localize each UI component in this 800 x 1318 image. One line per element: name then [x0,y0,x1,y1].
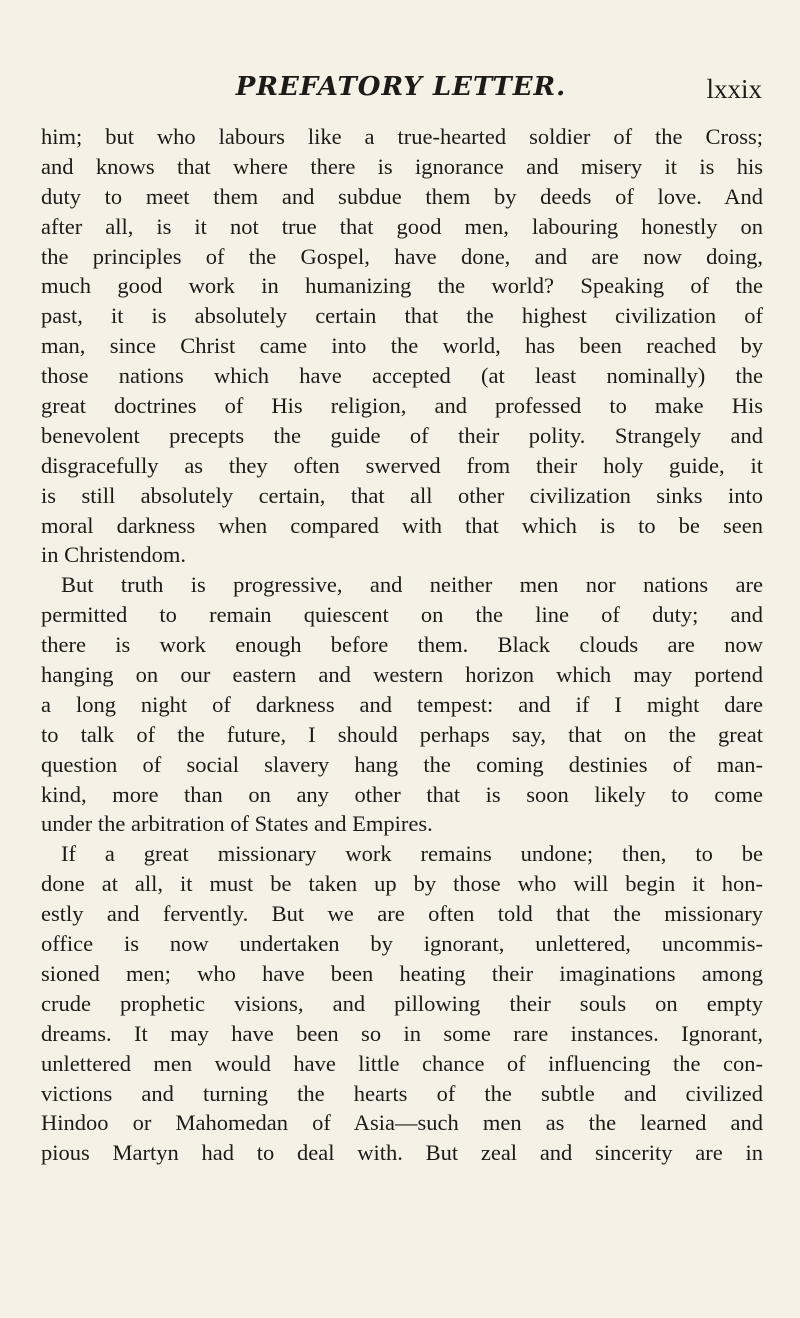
text-line: kind, more than on any other that is soon likely to come [41,781,763,807]
text-line: there is work enough before them. Black clouds are now [41,632,763,658]
text-line: question of social slavery hang the coming destinies of man- [41,751,763,777]
text-line: hanging on our eastern and western horizon which may portend [41,662,763,688]
text-line: in Christendom. [41,542,186,568]
text-line: is still absolutely certain, that all other civilization sinks into [41,482,763,508]
text-line: benevolent precepts the guide of their polity. Strangely and [41,422,763,448]
text-line: office is now undertaken by ignorant, unlettered, uncommis- [41,931,763,957]
body-text [41,122,763,1168]
text-line: sioned men; who have been heating their imaginations among [41,960,763,986]
text-line: him; but who labours like a true-hearted soldier of the Cross; [41,124,763,149]
text-line: under the arbitration of States and Empires. [41,811,433,837]
page-number: lxxix [706,74,762,104]
text-line: permitted to remain quiescent on the line of duty; and [41,602,763,628]
text-line: a long night of darkness and tempest: and if I might dare [41,691,763,717]
text-line: past, it is absolutely certain that the highest civilization of [41,303,763,329]
running-head [40,72,762,106]
text-line: unlettered men would have little chance of influencing the con- [41,1050,763,1076]
running-title: PREFATORY LETTER. [235,72,567,102]
text-line: man, since Christ came into the world, has been reached by [41,333,763,359]
text-line: crude prophetic visions, and pillowing their souls on empty [41,990,763,1016]
text-line: after all, is it not true that good men, labouring honestly on [41,213,763,239]
text-line: great doctrines of His religion, and professed to make His [41,393,763,419]
text-line: Hindoo or Mahomedan of Asia—such men as the learned and [41,1110,763,1136]
text-line: done at all, it must be taken up by those who will begin it hon- [41,871,763,897]
text-line: to talk of the future, I should perhaps say, that on the great [41,721,763,747]
text-line: estly and fervently. But we are often told that the missionary [41,901,763,927]
text-line: those nations which have accepted (at least nominally) the [41,363,763,389]
text-line: victions and turning the hearts of the subtle and civilized [41,1080,763,1106]
text-line: disgracefully as they often swerved from their holy guide, it [41,452,763,478]
text-line: But truth is progressive, and neither men nor nations are [61,572,763,598]
text-line: If a great missionary work remains undone; then, to be [61,841,763,867]
text-line: duty to meet them and subdue them by deeds of love. And [41,183,763,209]
text-line: much good work in humanizing the world? Speaking of the [41,273,763,299]
text-line: pious Martyn had to deal with. But zeal and sincerity are in [41,1140,763,1166]
text-line: dreams. It may have been so in some rare instances. Ignorant, [41,1020,763,1046]
text-line: and knows that where there is ignorance and misery it is his [41,153,763,179]
text-line: moral darkness when compared with that which is to be seen [41,512,763,538]
text-line: the principles of the Gospel, have done, and are now doing, [41,243,763,269]
